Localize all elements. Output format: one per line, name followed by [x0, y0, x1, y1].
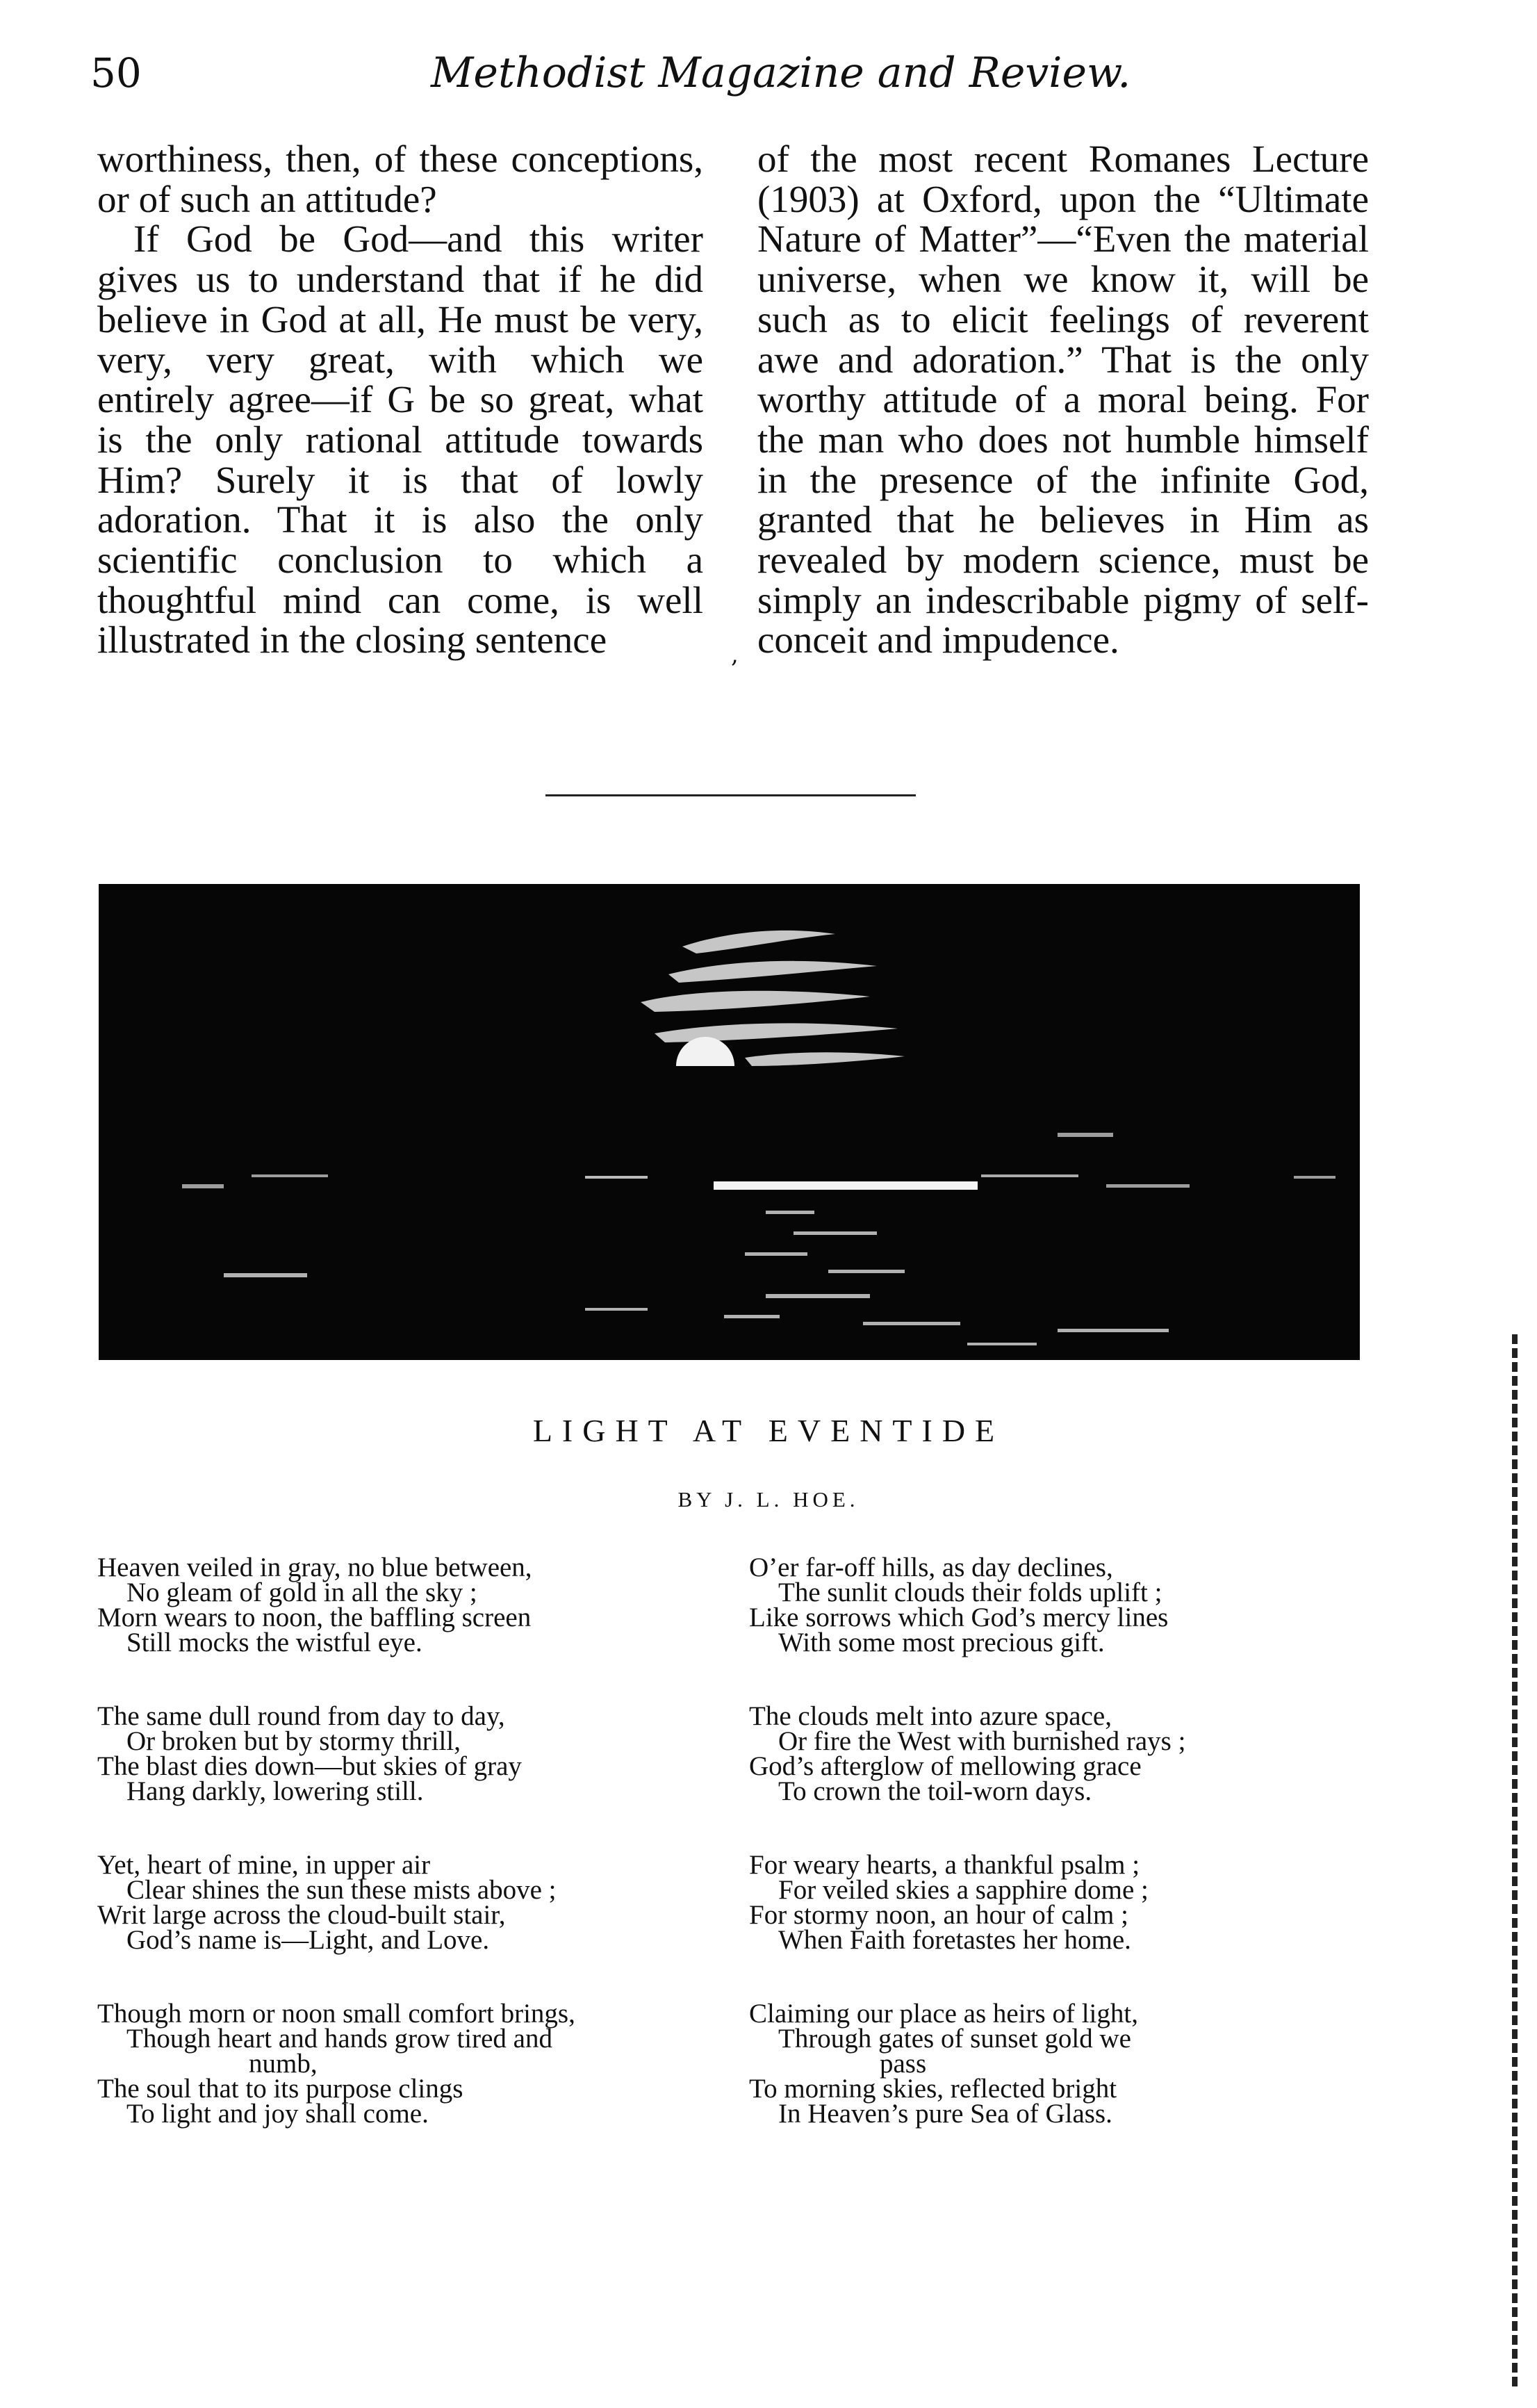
poem-line: pass	[880, 2049, 927, 2079]
poem-line: Heaven veiled in gray, no blue between,	[97, 1553, 532, 1582]
poem-line: Though heart and hands grow tired and	[126, 2024, 552, 2054]
page-number: 50	[90, 49, 142, 97]
article-right-column	[757, 139, 1369, 660]
poem-line: The blast dies down—but skies of gray	[97, 1751, 522, 1781]
poem-line: The soul that to its purpose clings	[97, 2074, 463, 2104]
poem-line: To light and joy shall come.	[126, 2099, 429, 2129]
poem-title: LIGHT AT EVENTIDE	[532, 1413, 1005, 1448]
poem-line: For stormy noon, an hour of calm ;	[749, 1900, 1128, 1930]
poem-stanza	[749, 2001, 1374, 2150]
article-left-column	[97, 139, 703, 660]
poem-line: Though morn or noon small comfort brings,	[97, 1999, 575, 2029]
poem-line: Still mocks the wistful eye.	[126, 1628, 422, 1657]
poem-line: When Faith foretastes her home.	[778, 1925, 1131, 1955]
article-paragraph: If God be God—and this writer gives us to understand that if he did believe in God at all, He must be very, very, very great, with which we entirely agree—if G be so great, what is the only rational attitude towards Him? Surely it is that of lowly adoration. That it is also the only scientific conclusion to which a thoughtful mind can come, is well illustrated in the closing sentence	[97, 218, 703, 662]
poem-byline: BY J. L. HOE.	[677, 1487, 860, 1512]
engraving-artwork	[99, 884, 1360, 1360]
binding-edge	[1512, 1334, 1518, 2391]
poem-line: Writ large across the cloud-built stair,	[97, 1900, 506, 1930]
running-title: Methodist Magazine and Review.	[431, 49, 1131, 97]
sunset-engraving-image	[99, 884, 1360, 1360]
poem-line: The clouds melt into azure space,	[749, 1701, 1112, 1731]
poem-stanza	[749, 1701, 1374, 1853]
poem-line: Or fire the West with burnished rays ;	[778, 1726, 1186, 1756]
poem-line: The same dull round from day to day,	[97, 1701, 505, 1731]
poem-line: With some most precious gift.	[778, 1628, 1105, 1657]
print-mark: ,	[731, 641, 739, 669]
poem-line: No gleam of gold in all the sky ;	[126, 1578, 477, 1607]
poem-stanza	[749, 1555, 1374, 1704]
poem-stanza	[749, 1850, 1374, 2001]
section-divider	[545, 794, 916, 796]
poem-right-column	[749, 1555, 1374, 2150]
poem-stanza	[97, 2001, 723, 2150]
poem-line: God’s name is—Light, and Love.	[126, 1925, 490, 1955]
poem-line: numb,	[249, 2049, 318, 2079]
poem-line: For veiled skies a sapphire dome ;	[778, 1875, 1149, 1905]
poem-line: Morn wears to noon, the baffling screen	[97, 1603, 532, 1632]
poem-line: To morning skies, reflected bright	[749, 2074, 1117, 2104]
poem-line: Through gates of sunset gold we	[778, 2024, 1131, 2054]
poem-line: The sunlit clouds their folds uplift ;	[778, 1578, 1162, 1607]
poem-stanza	[97, 1701, 723, 1853]
poem-line: Clear shines the sun these mists above ;	[126, 1875, 557, 1905]
poem-line: Yet, heart of mine, in upper air	[97, 1850, 431, 1880]
poem-left-column	[97, 1555, 723, 2150]
article-paragraph: worthiness, then, of these conceptions, or of such an attitude?	[97, 138, 703, 220]
poem-line: For weary hearts, a thankful psalm ;	[749, 1850, 1140, 1880]
poem-stanza	[97, 1555, 723, 1704]
poem-line: O’er far-off hills, as day declines,	[749, 1553, 1113, 1582]
poem-line: Claiming our place as heirs of light,	[749, 1999, 1138, 2029]
poem-stanza	[97, 1850, 723, 2001]
poem-line: Hang darkly, lowering still.	[126, 1776, 424, 1806]
article-paragraph: of the most recent Romanes Lecture (1903) at Oxford, upon the “Ultimate Nature of Matter”—“Even the material universe, when we know it, will be such as to elicit feelings of reverent awe and adoration.” That is the only worthy attitude of a moral being. For the man who does not humble himself in the presence of the infinite God, granted that he believes in Him as revealed by modern science, must be simply an indescribable pigmy of self-conceit and impudence.	[757, 138, 1369, 662]
poem-line: God’s afterglow of mellowing grace	[749, 1751, 1142, 1781]
poem-line: In Heaven’s pure Sea of Glass.	[778, 2099, 1112, 2129]
poem-line: Like sorrows which God’s mercy lines	[749, 1603, 1169, 1632]
poem-line: Or broken but by stormy thrill,	[126, 1726, 461, 1756]
page-header	[0, 42, 1537, 104]
poem-line: To crown the toil-worn days.	[778, 1776, 1092, 1806]
